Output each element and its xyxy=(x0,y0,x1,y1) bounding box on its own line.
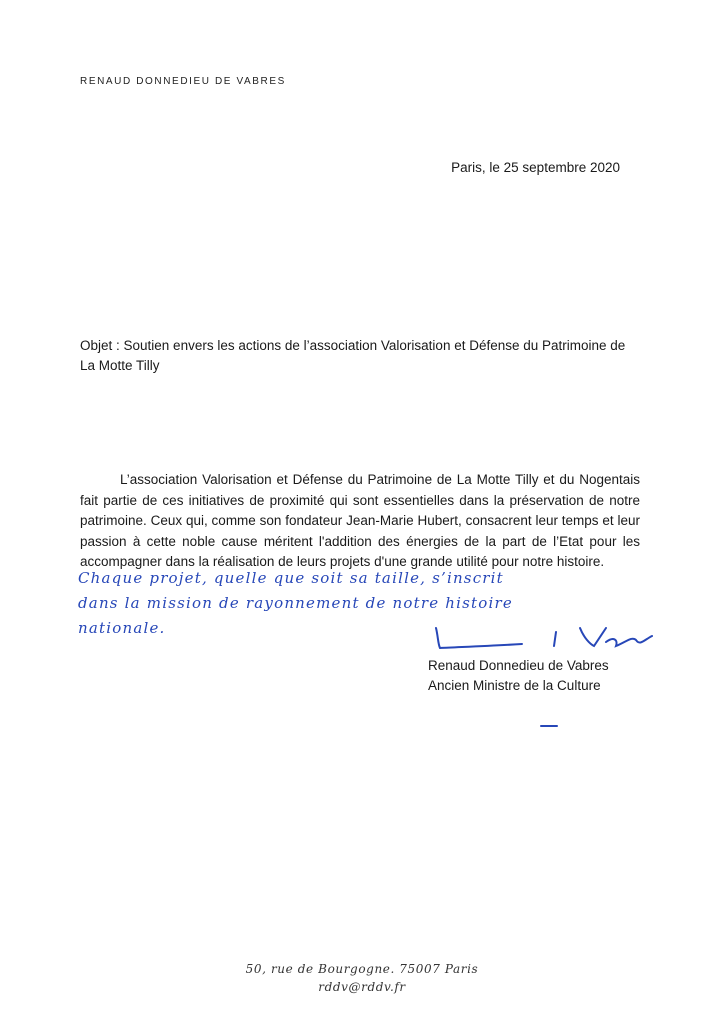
handwritten-line-2: dans la mission de rayonnement de notre histoire xyxy=(78,594,513,612)
footer-address: 50, rue de Bourgogne. 75007 Paris xyxy=(245,962,479,976)
signatory-name: Renaud Donnedieu de Vabres xyxy=(428,658,609,673)
handwritten-line-1: Chaque projet, quelle que soit sa taille, s’inscrit xyxy=(78,569,504,587)
handwritten-line-3: nationale. xyxy=(78,619,166,637)
subject-line-2: La Motte Tilly xyxy=(80,358,160,373)
footer-email: rddv@rddv.fr xyxy=(318,980,406,994)
date-line: Paris, le 25 septembre 2020 xyxy=(451,160,620,175)
subject-block xyxy=(80,336,650,376)
footer-block xyxy=(0,960,724,996)
signature-mark xyxy=(430,618,670,658)
signatory-title: Ancien Ministre de la Culture xyxy=(428,678,601,693)
ink-dash-mark xyxy=(540,725,558,727)
body-paragraph: L’association Valorisation et Défense du Patrimoine de La Motte Tilly et du Nogentais fait partie de ces initiatives de proximité qui sont essentielles dans la préservation de notre patrimoine. Ceux qui, comme son fondateur Jean-Marie Hubert, consacrent leur temps et leur passion à cette noble cause méritent l'addition des énergies de la part de l’Etat pour les accompagner dans la réalisation de leurs projets d'une grande utilité pour notre histoire. xyxy=(80,472,640,569)
signatory-block xyxy=(428,656,609,696)
letterhead-name: RENAUD DONNEDIEU DE VABRES xyxy=(80,76,286,87)
subject-line-1: Objet : Soutien envers les actions de l’association Valorisation et Défense du Patrimoine de xyxy=(80,338,626,353)
